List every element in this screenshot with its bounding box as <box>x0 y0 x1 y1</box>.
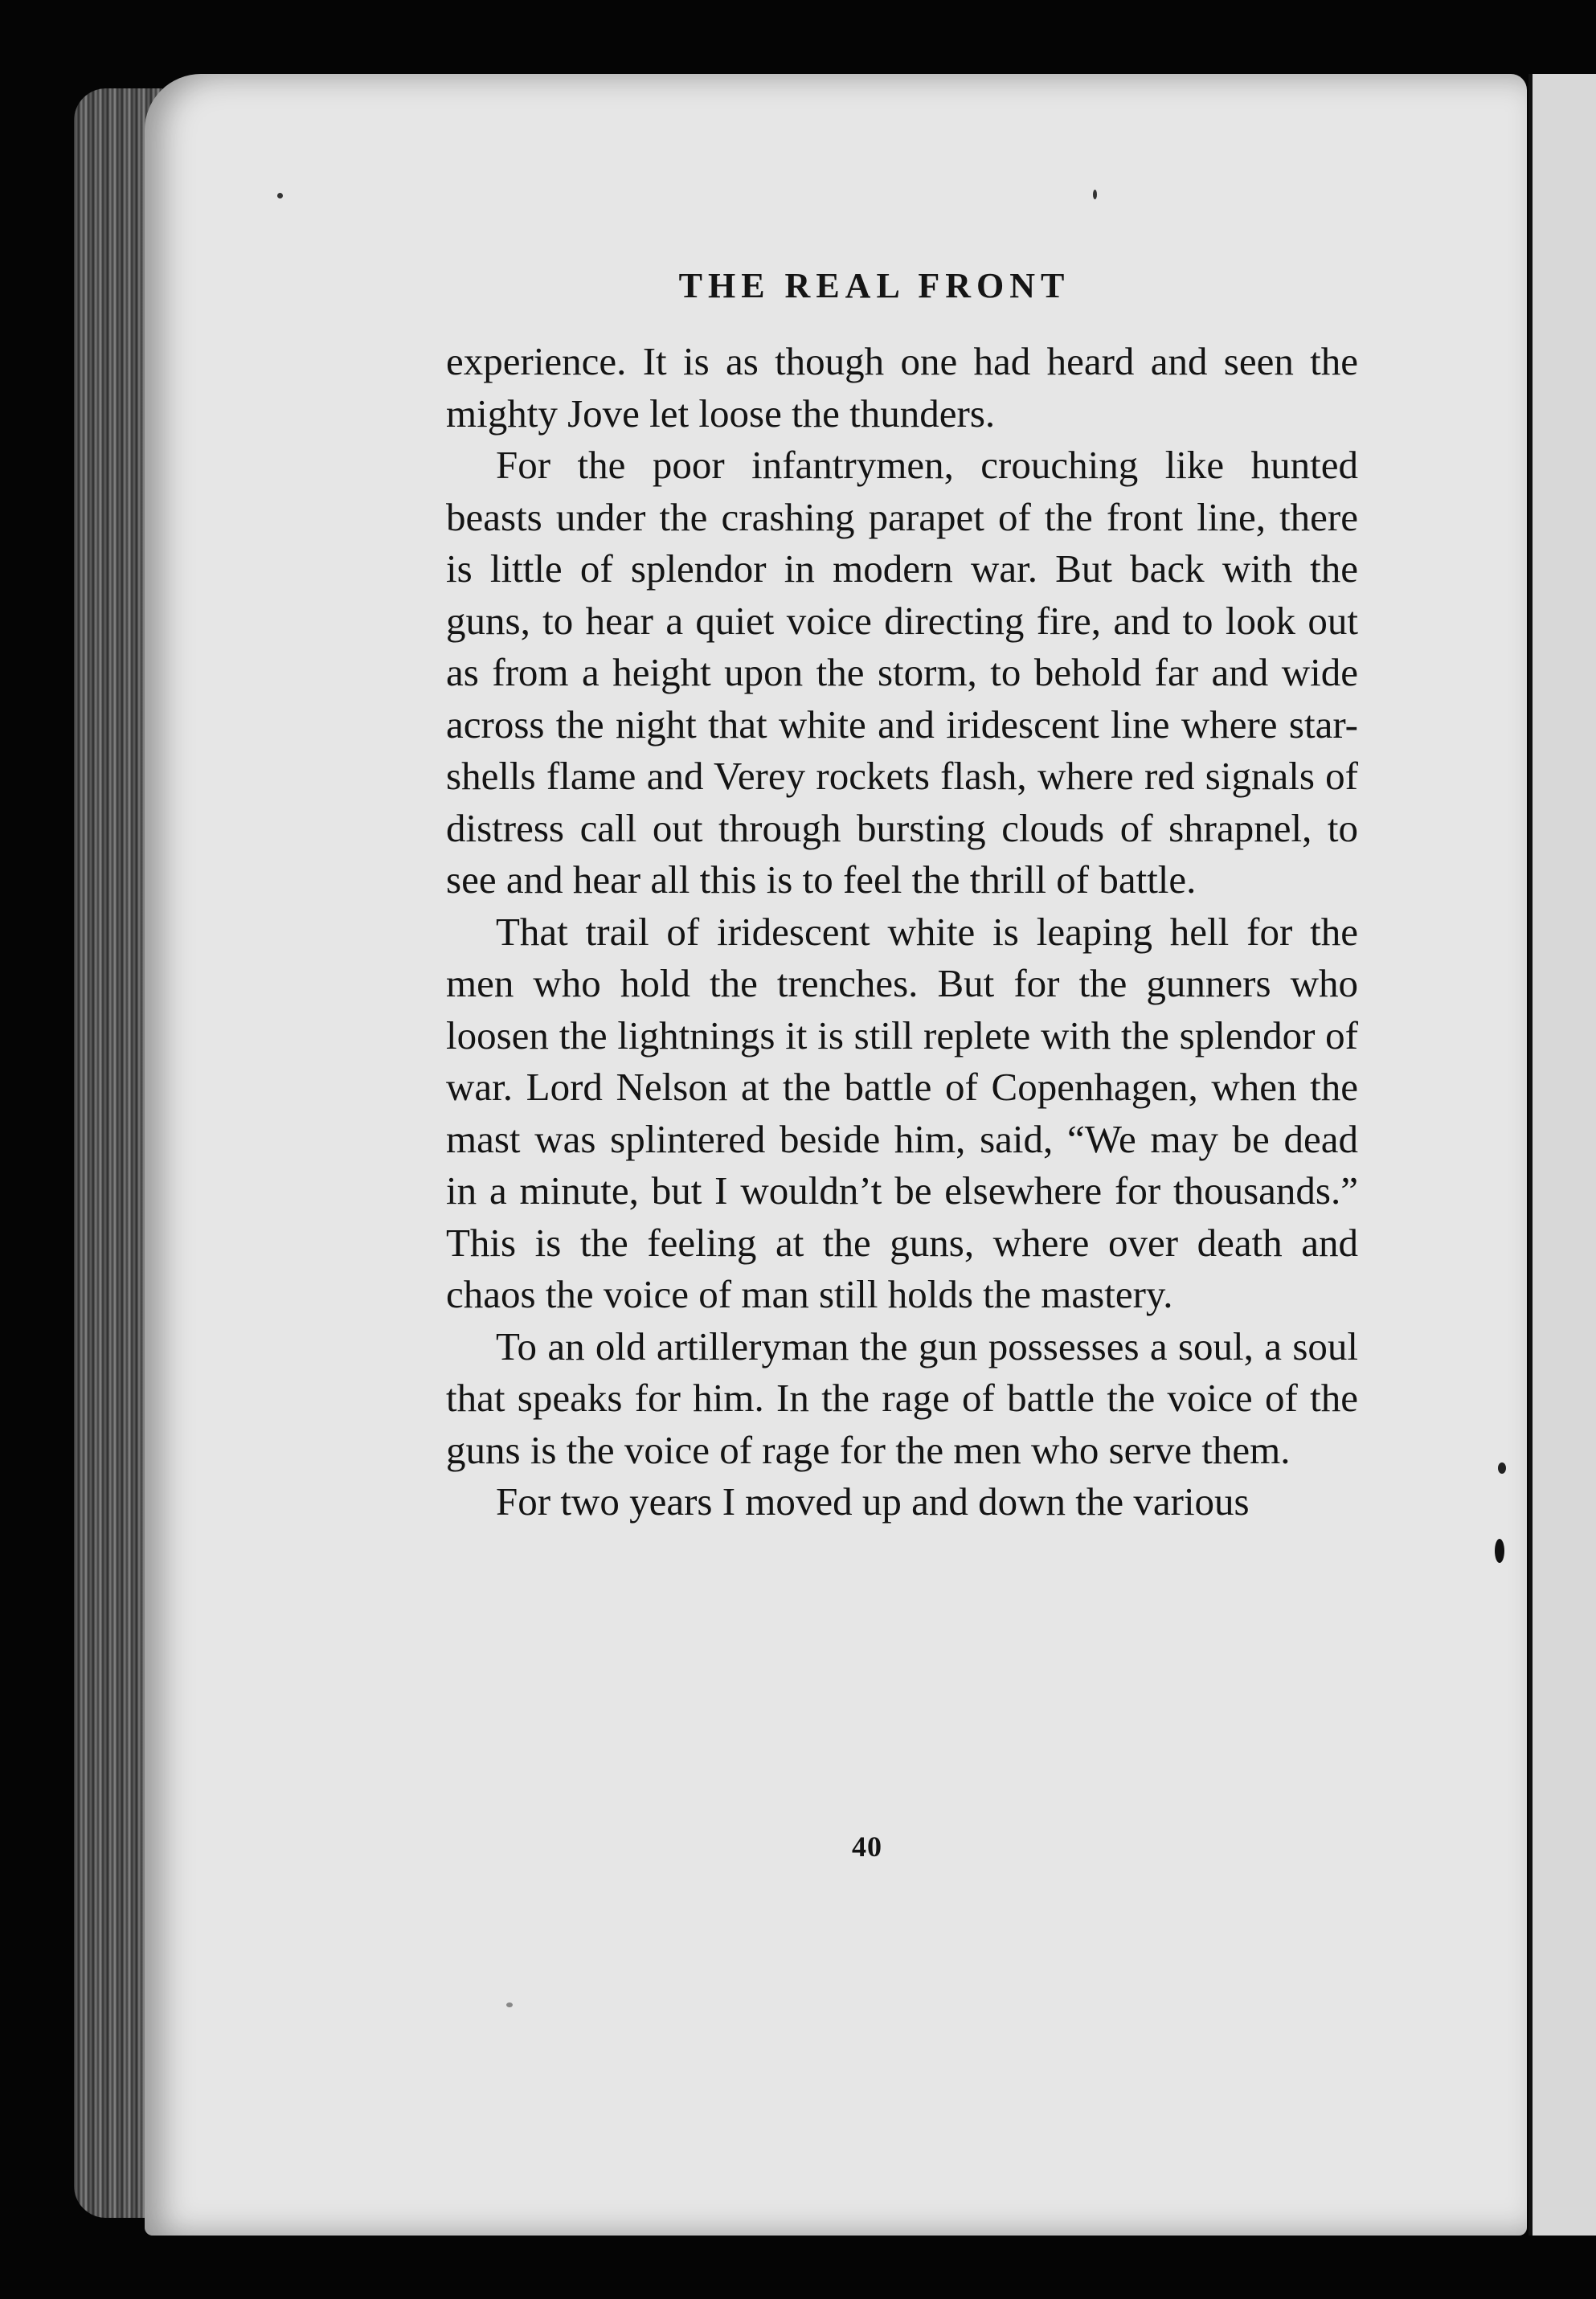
paragraph: For the poor infantrymen, crouching like hunted beasts under the crashing parapet of the front line, there is little of splendor in modern war. But back with the guns, to hear a quiet voice directing fire, and to look out as from a height upon the storm, to behold far and wide across the night that white and iridescent line where star-shells flame and Verey rockets flash, where red signals of distress call out through bursting clouds of shrapnel, to see and hear all this is to feel the thrill of battle. <box>446 443 1358 902</box>
scan-speck <box>1495 1539 1504 1563</box>
scan-speck <box>1093 190 1097 199</box>
running-head: THE REAL FRONT <box>678 266 1070 305</box>
paragraph: For two years I moved up and down the various <box>496 1479 1250 1524</box>
page-number: 40 <box>852 1831 882 1863</box>
body-text <box>446 336 1358 1528</box>
paragraph: That trail of iridescent white is leaping hell for the men who hold the trenches. But for the gunners who loosen the lightnings it is still replete with the splendor of war. Lord Nelson at the battle of Copenhagen, when the mast was splintered beside him, said, “We may be dead in a minute, but I wouldn’t be elsewhere for thousands.” This is the feeling at the guns, where over death and chaos the voice of man still holds the mastery. <box>446 909 1358 1316</box>
scan-speck <box>506 2002 513 2007</box>
paragraph: experience. It is as though one had heard and seen the mighty Jove let loose the thunders. <box>446 339 1358 436</box>
scan-speck <box>1498 1462 1506 1474</box>
scan-speck <box>277 193 283 198</box>
paragraph: To an old artilleryman the gun possesses a soul, a soul that speaks for him. In the rage of battle the voice of the guns is the voice of rage for the men who serve them. <box>446 1323 1358 1472</box>
facing-page-edge <box>1528 74 1596 2236</box>
